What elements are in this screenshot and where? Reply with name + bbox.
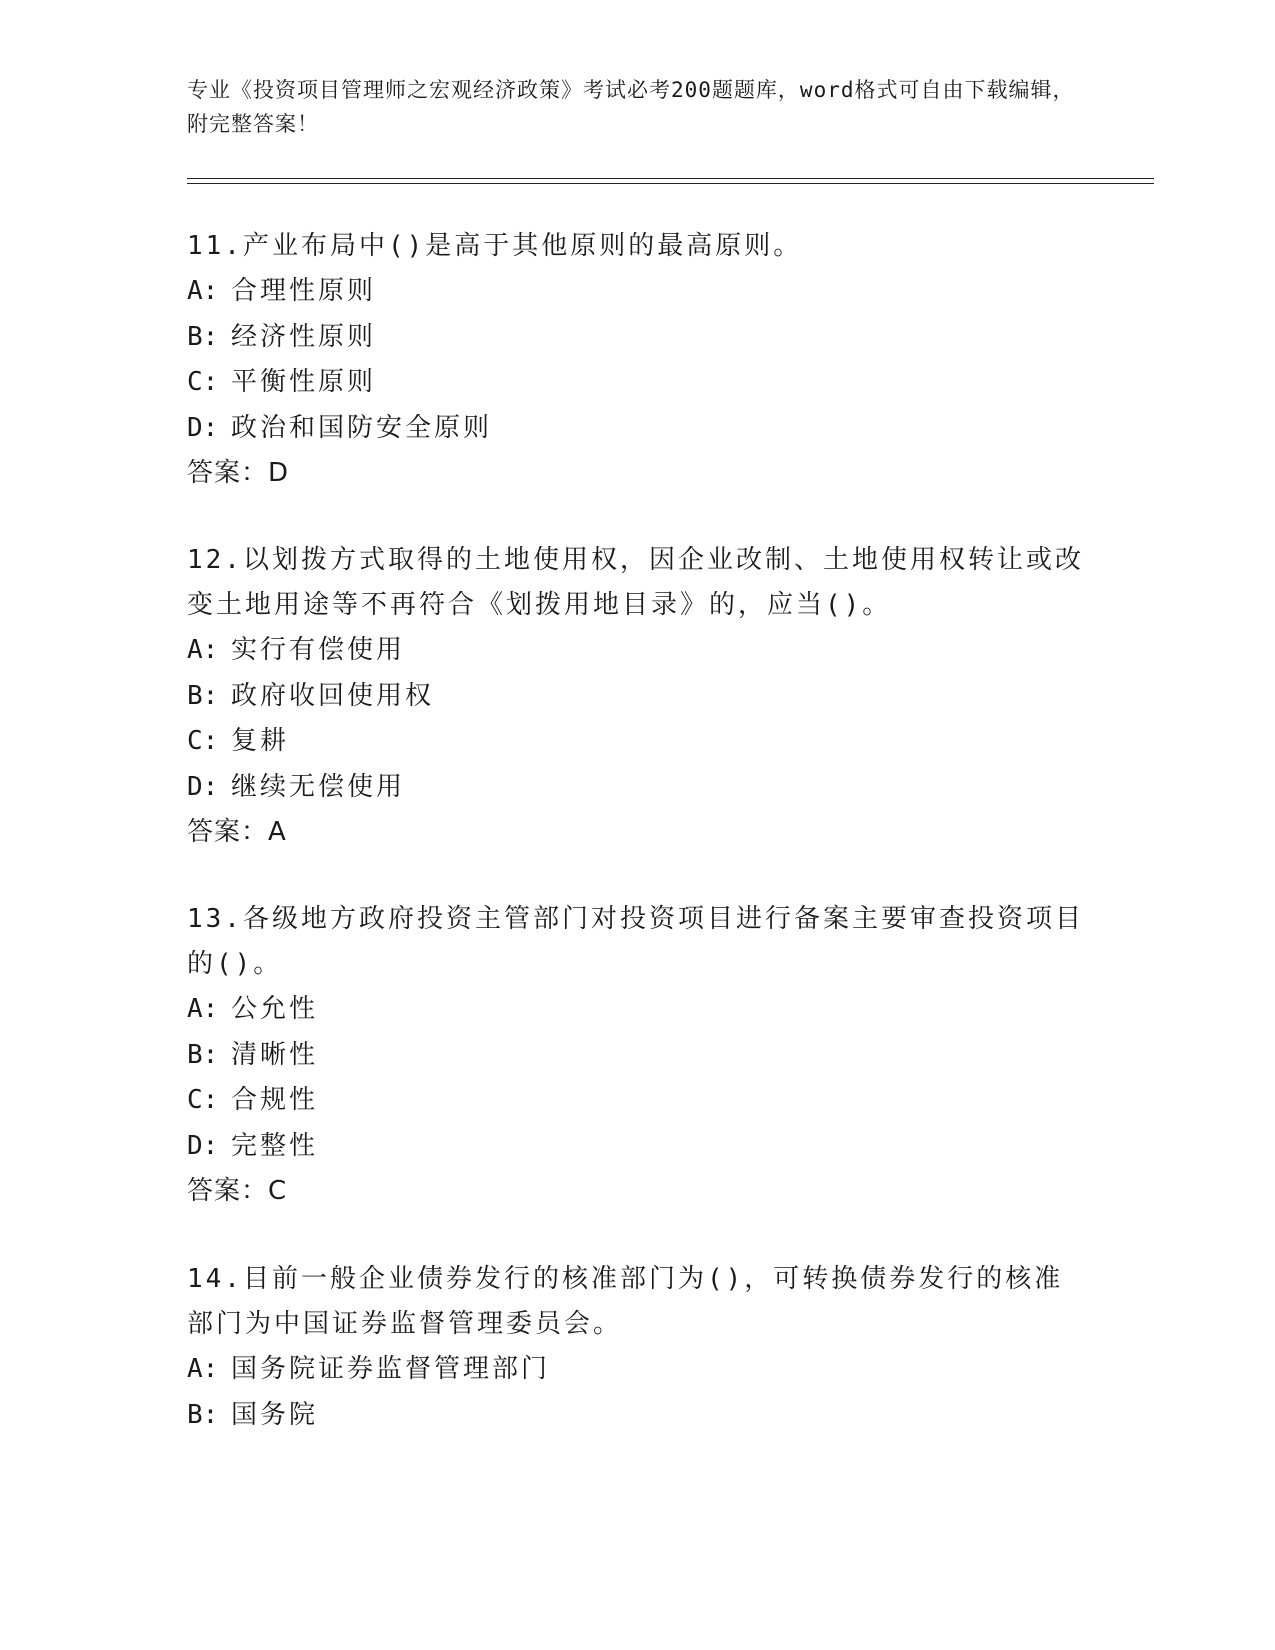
- option-label: C:: [187, 367, 219, 397]
- option-c: [187, 1078, 1087, 1124]
- answer-line: 答案：D: [187, 458, 290, 488]
- option-label: D:: [187, 1130, 219, 1161]
- option-text: 国务院: [231, 1399, 319, 1430]
- option-text: 复耕: [231, 726, 290, 756]
- option-text: 政治和国防安全原则: [231, 412, 493, 443]
- option-a: [187, 628, 1087, 674]
- option-text: 合规性: [231, 1085, 319, 1115]
- option-label: B:: [187, 321, 219, 352]
- question-stem: 11.产业布局中()是高于其他原则的最高原则。: [187, 231, 803, 261]
- header-divider-bottom: [187, 183, 1154, 184]
- option-b: [187, 315, 1087, 361]
- question-stem: 12.以划拨方式取得的土地使用权，因企业改制、土地使用权转让或改变土地用途等不再符合《划拨用地目录》的，应当()。: [187, 545, 1084, 620]
- question-13: [187, 897, 1087, 1214]
- option-label: B:: [187, 1399, 219, 1430]
- option-a: [187, 269, 1087, 315]
- option-label: D:: [187, 771, 219, 802]
- option-label: A:: [187, 1354, 219, 1384]
- option-c: [187, 719, 1087, 765]
- option-text: 合理性原则: [231, 276, 377, 306]
- option-text: 经济性原则: [231, 321, 377, 352]
- option-label: A:: [187, 635, 219, 665]
- option-text: 政府收回使用权: [231, 680, 435, 711]
- answer-line: 答案：C: [187, 1176, 288, 1206]
- option-text: 清晰性: [231, 1039, 319, 1070]
- option-label: A:: [187, 276, 219, 306]
- option-label: B:: [187, 680, 219, 711]
- option-label: C:: [187, 726, 219, 756]
- option-d: [187, 1124, 1087, 1170]
- question-stem: 13.各级地方政府投资主管部门对投资项目进行备案主要审查投资项目的()。: [187, 904, 1084, 979]
- header-divider-top: [187, 178, 1154, 179]
- option-label: C:: [187, 1085, 219, 1115]
- option-text: 继续无偿使用: [231, 771, 406, 802]
- answer-line: 答案：A: [187, 817, 287, 847]
- option-a: [187, 987, 1087, 1033]
- option-a: [187, 1347, 1087, 1393]
- option-text: 实行有偿使用: [231, 635, 406, 665]
- option-d: [187, 765, 1087, 811]
- option-text: 平衡性原则: [231, 367, 377, 397]
- option-label: D:: [187, 412, 219, 443]
- question-12: [187, 538, 1087, 855]
- question-stem: 14.目前一般企业债券发行的核准部门为()，可转换债券发行的核准部门为中国证券监督管理委员会。: [187, 1264, 1064, 1339]
- option-b: [187, 1033, 1087, 1079]
- option-text: 国务院证券监督管理部门: [231, 1354, 551, 1384]
- question-14: [187, 1257, 1087, 1438]
- document-intro: 专业《投资项目管理师之宏观经济政策》考试必考200题题库，word格式可自由下载编辑，附完整答案！: [187, 78, 1075, 136]
- option-text: 完整性: [231, 1130, 319, 1161]
- option-b: [187, 1393, 1087, 1439]
- option-c: [187, 360, 1087, 406]
- question-11: [187, 224, 1087, 496]
- option-text: 公允性: [231, 994, 319, 1024]
- option-label: A:: [187, 994, 219, 1024]
- option-d: [187, 406, 1087, 452]
- option-b: [187, 674, 1087, 720]
- option-label: B:: [187, 1039, 219, 1070]
